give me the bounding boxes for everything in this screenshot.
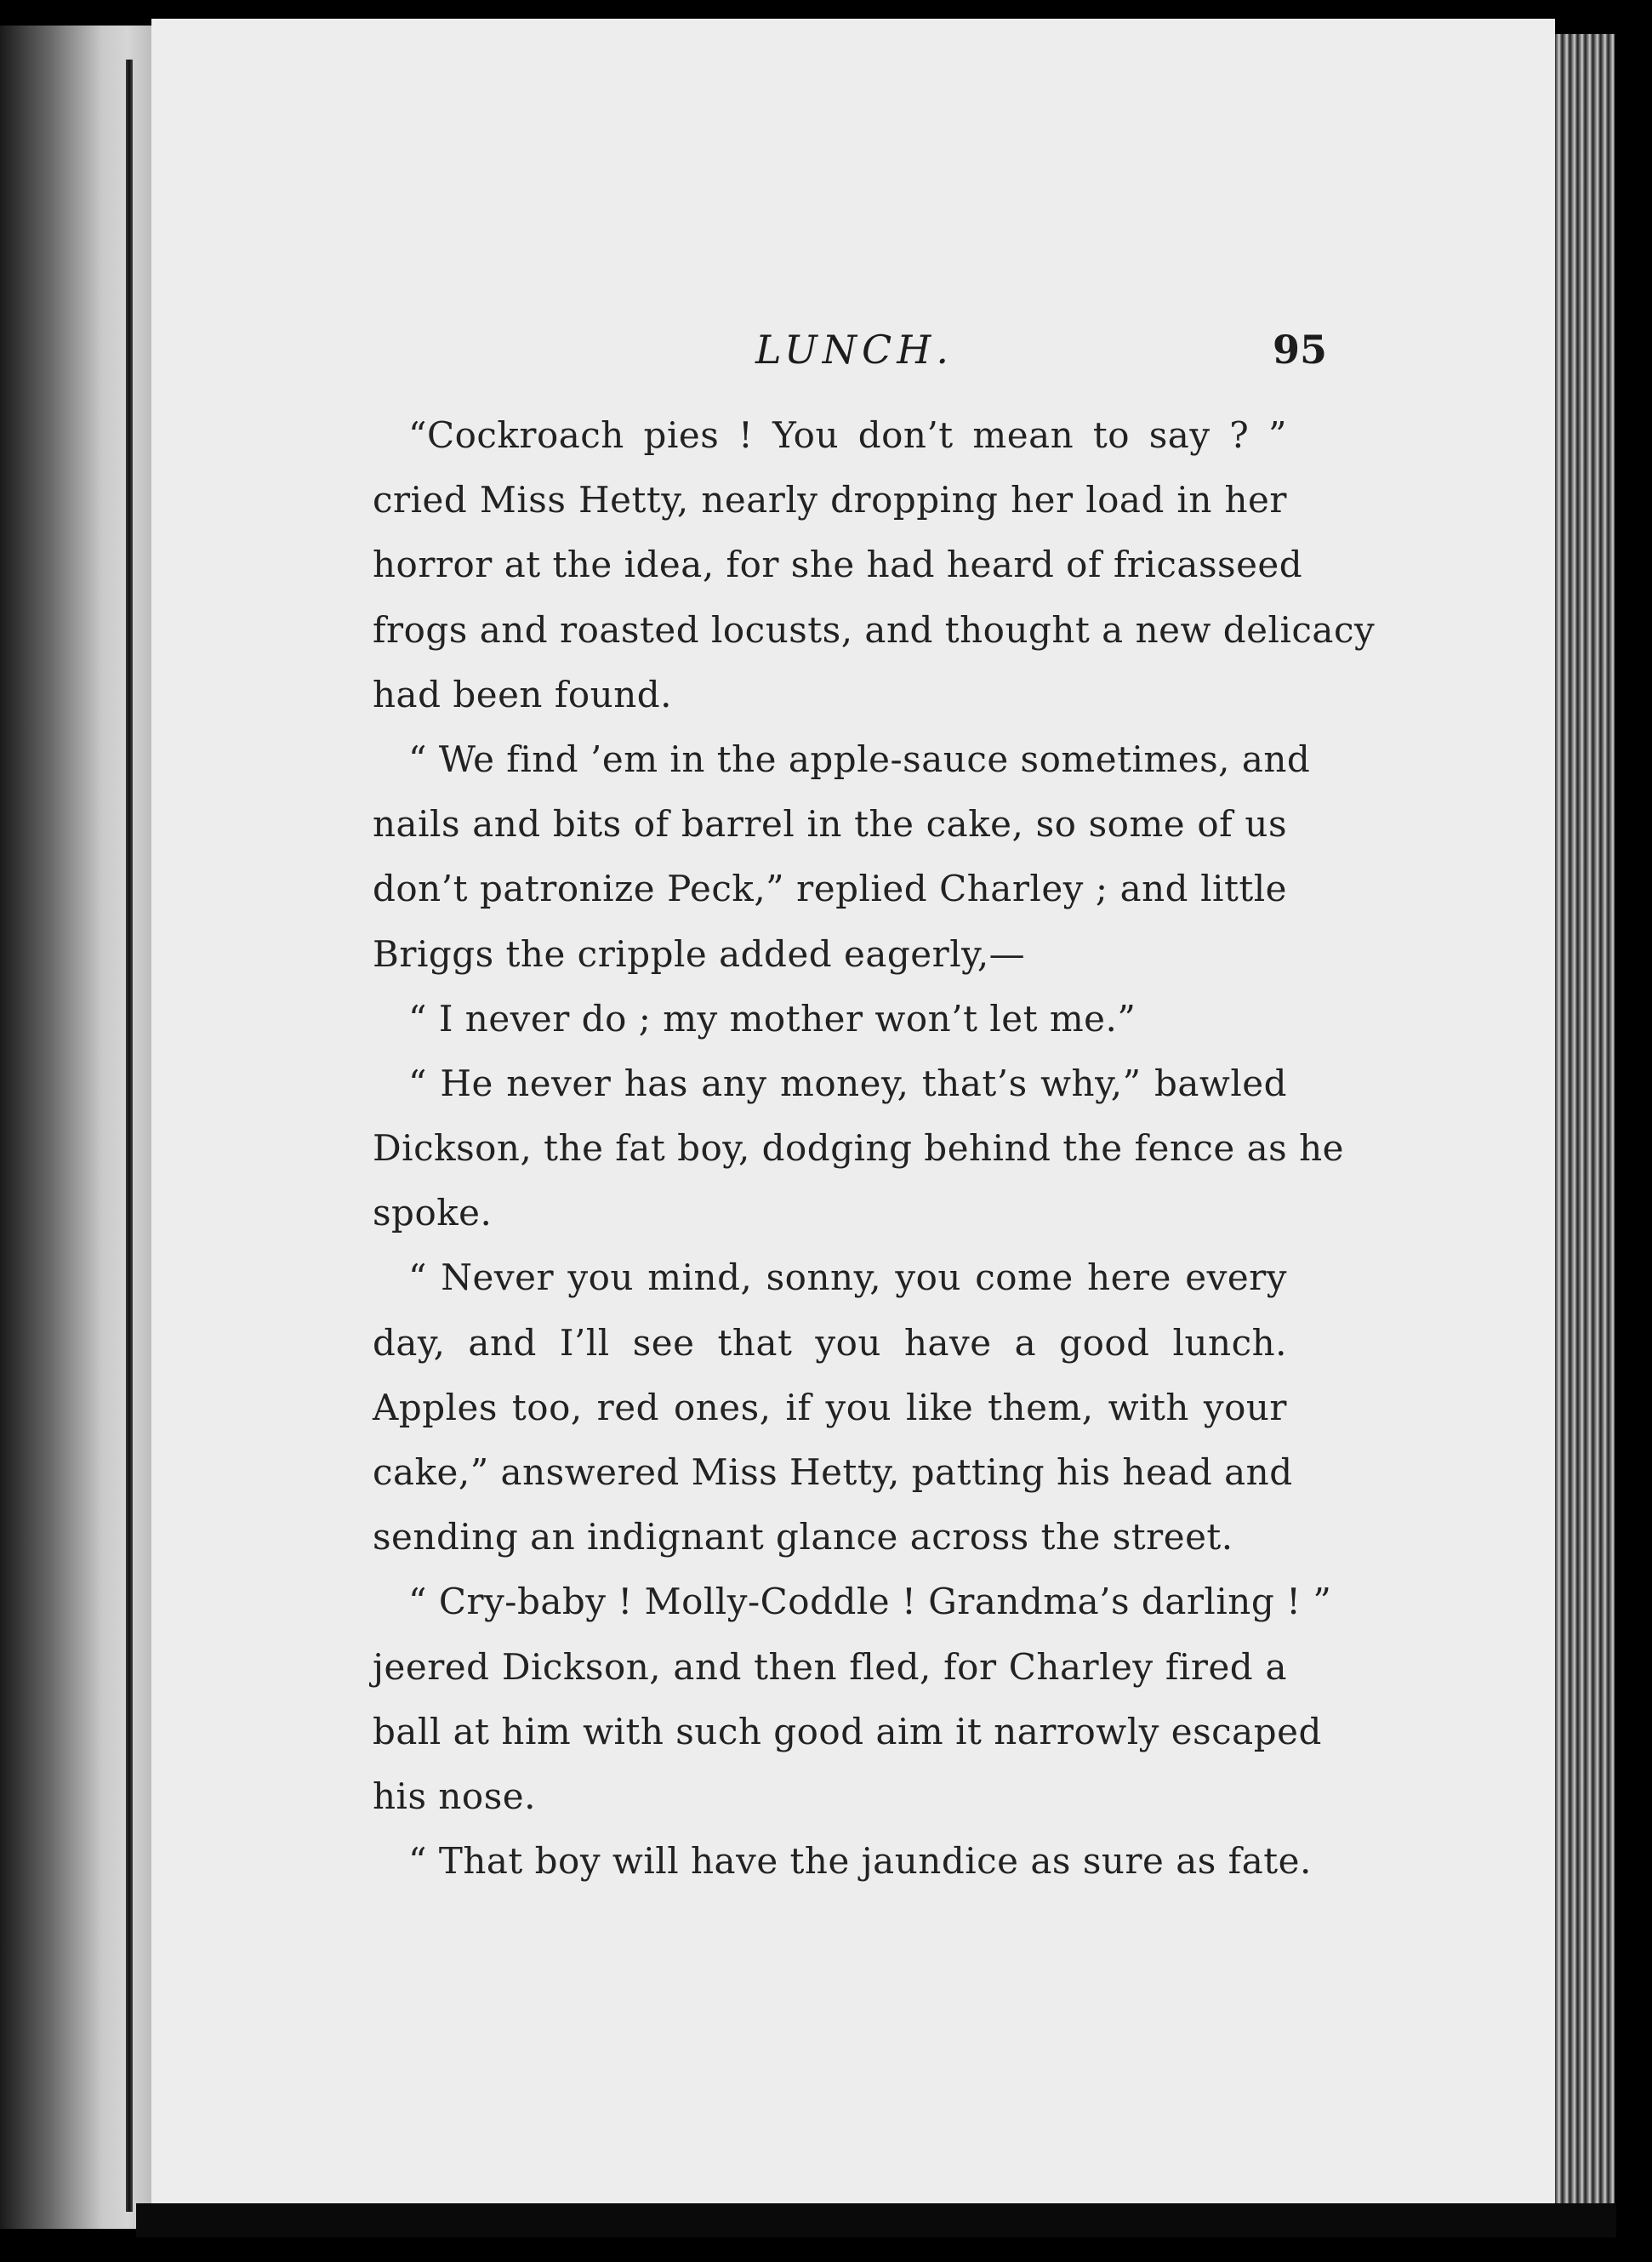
text-line: Dickson, the fat boy, dodging behind the fence as he	[373, 1127, 1344, 1170]
text-line: “ He never has any money, that’s why,” bawled	[408, 1062, 1287, 1104]
text-line: spoke.	[373, 1192, 493, 1234]
text-line: had been found.	[373, 673, 672, 715]
text-line: day, and I’ll see that you have a good lunch.	[373, 1321, 1287, 1364]
text-line: “ That boy will have the jaundice as sure as fate.	[408, 1840, 1312, 1883]
text-line: Apples too, red ones, if you like them, with your	[373, 1386, 1287, 1428]
text-line: “ We find ’em in the apple-sauce sometimes, and	[408, 738, 1311, 780]
running-title: LUNCH.	[755, 327, 954, 373]
page-stack-edge	[1555, 34, 1615, 2212]
body-text	[373, 403, 1376, 1894]
text-line: jeered Dickson, and then fled, for Charley fired a	[373, 1645, 1287, 1688]
text-line: horror at the idea, for she had heard of fricasseed	[373, 544, 1303, 586]
text-line: his nose.	[373, 1775, 536, 1817]
previous-page-edge	[0, 26, 151, 2229]
text-line: frogs and roasted locusts, and thought a new delicacy	[373, 608, 1376, 651]
book-page	[151, 19, 1555, 2222]
text-line: ball at him with such good aim it narrowly escaped	[373, 1710, 1322, 1752]
text-line: “ Never you mind, sonny, you come here every	[408, 1256, 1287, 1299]
page-gutter-shadow	[126, 60, 133, 2212]
running-head	[151, 327, 1555, 386]
text-line: Briggs the cripple added eagerly,—	[373, 932, 1026, 975]
text-line: don’t patronize Peck,” replied Charley ; and little	[373, 868, 1287, 910]
text-line: sending an indignant glance across the street.	[373, 1516, 1233, 1558]
text-line: cake,” answered Miss Hetty, patting his head and	[373, 1451, 1293, 1493]
text-line: “ I never do ; my mother won’t let me.”	[408, 997, 1136, 1040]
page-number: 95	[1273, 327, 1328, 373]
text-line: “ Cry-baby ! Molly-Coddle ! Grandma’s darling ! ”	[408, 1581, 1332, 1623]
text-line: “Cockroach pies ! You don’t mean to say ? ”	[408, 414, 1287, 456]
text-line: cried Miss Hetty, nearly dropping her load in her	[373, 479, 1287, 521]
scan-background	[136, 2203, 1616, 2237]
text-line: nails and bits of barrel in the cake, so some of us	[373, 803, 1287, 846]
